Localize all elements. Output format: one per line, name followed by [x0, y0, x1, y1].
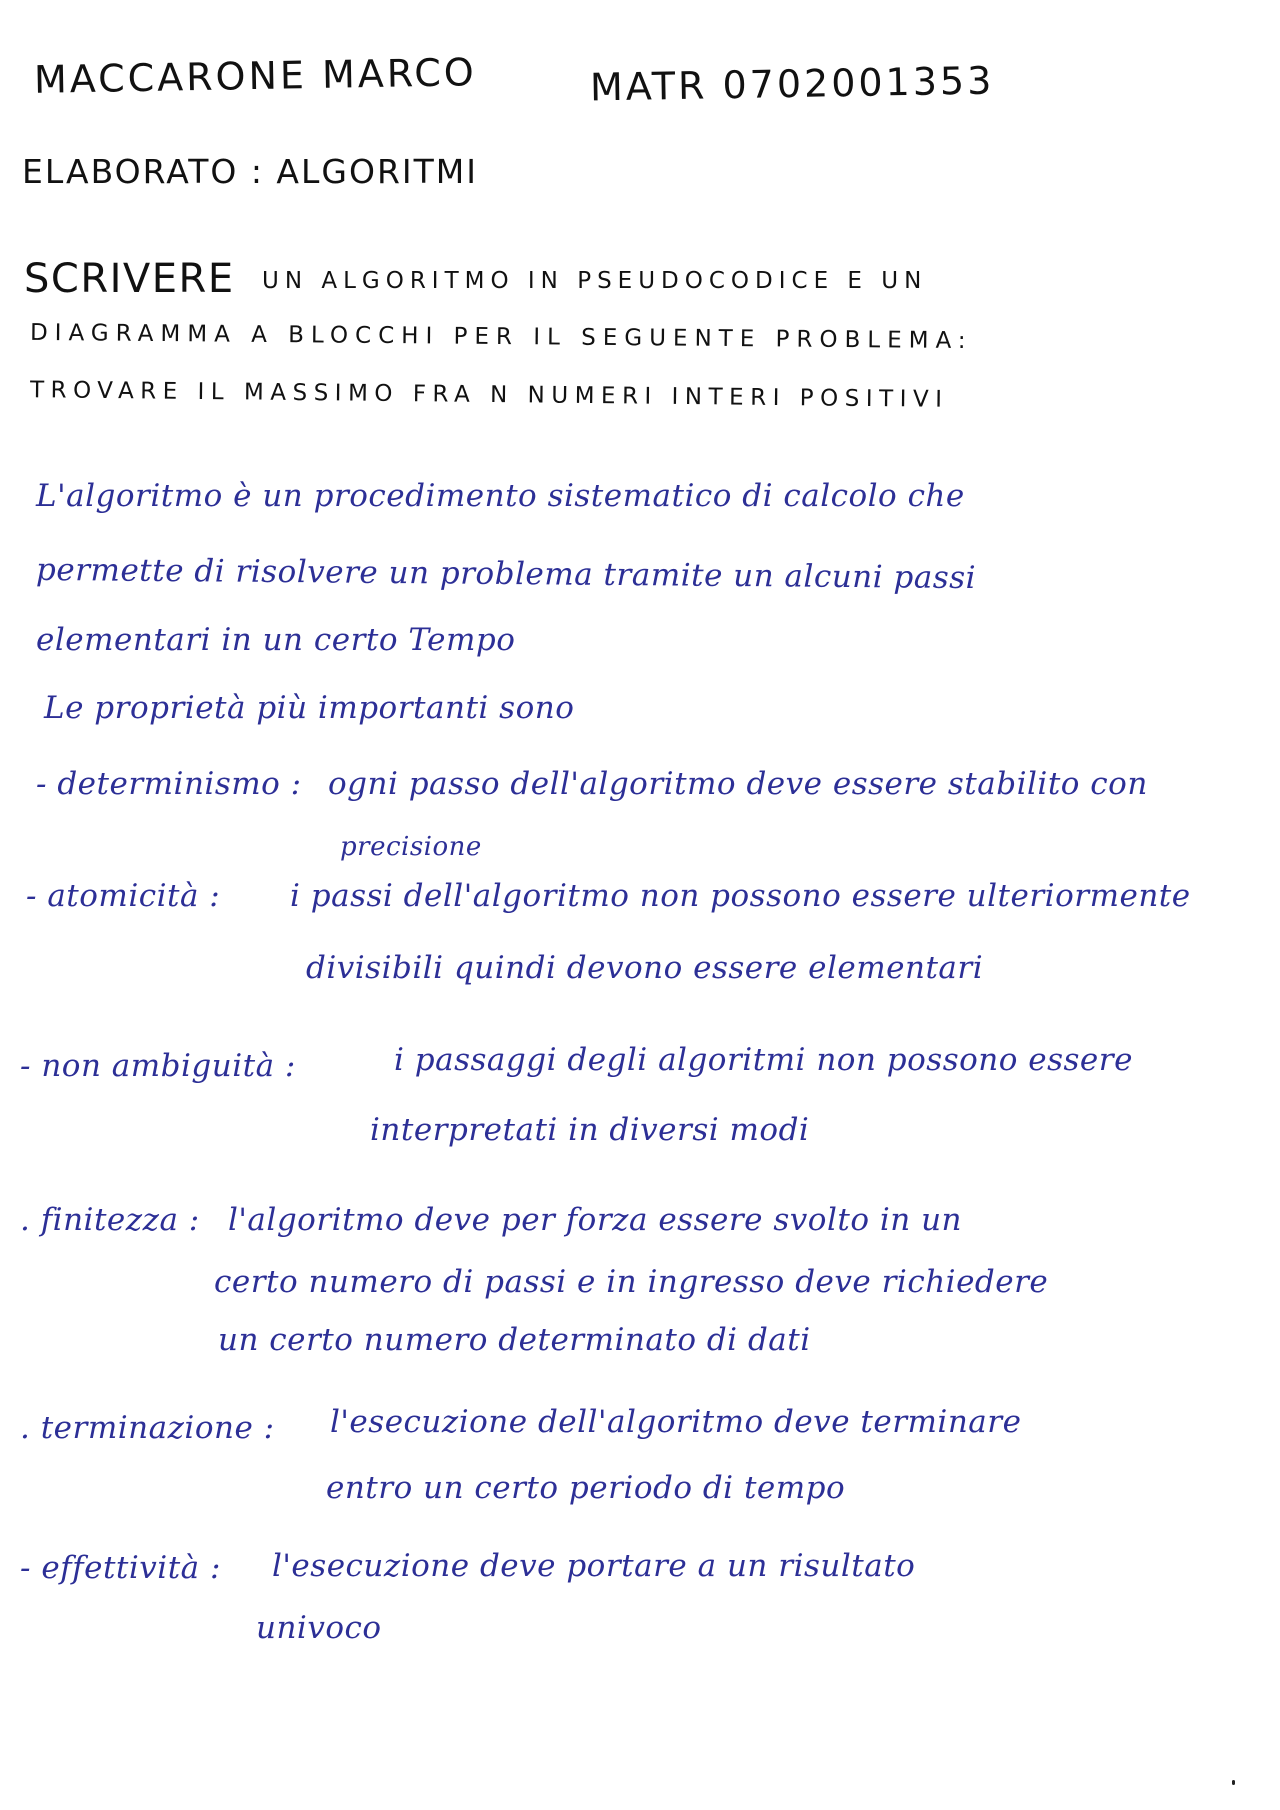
- property-atomicita-continuation: divisibili quindi devono essere elementari: [306, 950, 984, 986]
- property-non-ambiguita-label: - non ambiguità :: [20, 1048, 296, 1084]
- property-terminazione-text: l'esecuzione dell'algoritmo deve terminare: [330, 1404, 1022, 1440]
- property-effettivita-label: - effettività :: [20, 1550, 221, 1586]
- task-line-3: TROVARE IL MASSIMO FRA N NUMERI INTERI POSITIVI: [29, 377, 949, 413]
- property-terminazione-label: . terminazione :: [20, 1410, 275, 1446]
- task-line-2: DIAGRAMMA A BLOCCHI PER IL SEGUENTE PROBLEMA:: [29, 319, 973, 355]
- property-determinismo-text: ogni passo dell'algoritmo deve essere stabilito con: [328, 766, 1148, 802]
- answer-intro-line-1: L'algoritmo è un procedimento sistematico di calcolo che: [36, 478, 965, 514]
- property-atomicita-label: - atomicità :: [26, 878, 221, 914]
- property-terminazione-continuation: entro un certo periodo di tempo: [326, 1470, 846, 1506]
- property-finitezza-continuation-2: un certo numero determinato di dati: [218, 1322, 811, 1358]
- property-finitezza-text: l'algoritmo deve per forza essere svolto in un: [228, 1202, 963, 1238]
- student-name: MACCARONE MARCO: [33, 50, 478, 102]
- answer-intro-line-2: permette di risolvere un problema tramite un alcuni passi: [35, 551, 977, 597]
- property-atomicita-text: i passi dell'algoritmo non possono essere ulteriormente: [290, 878, 1191, 914]
- property-determinismo-label: - determinismo :: [36, 766, 302, 802]
- scan-speck: [1232, 1780, 1235, 1785]
- answer-intro-line-3: elementari in un certo Tempo: [36, 622, 516, 658]
- property-effettivita-text: l'esecuzione deve portare a un risultato: [272, 1548, 916, 1584]
- property-finitezza-label: . finitezza :: [20, 1202, 200, 1238]
- task-line-1: UN ALGORITMO IN PSEUDOCODICE E UN: [262, 268, 928, 294]
- answer-intro-line-4: Le proprietà più importanti sono: [44, 690, 575, 726]
- task-line-1-lead: SCRIVERE: [24, 256, 235, 302]
- property-non-ambiguita-text: i passaggi degli algoritmi non possono essere: [394, 1042, 1133, 1078]
- property-non-ambiguita-continuation: interpretati in diversi modi: [370, 1112, 810, 1148]
- subject-title: ELABORATO : ALGORITMI: [22, 152, 478, 191]
- property-effettivita-continuation: univoco: [256, 1610, 382, 1646]
- student-matr: MATR 0702001353: [589, 58, 995, 110]
- property-determinismo-continuation: precisione: [340, 832, 482, 862]
- property-finitezza-continuation: certo numero di passi e in ingresso deve richiedere: [214, 1264, 1049, 1300]
